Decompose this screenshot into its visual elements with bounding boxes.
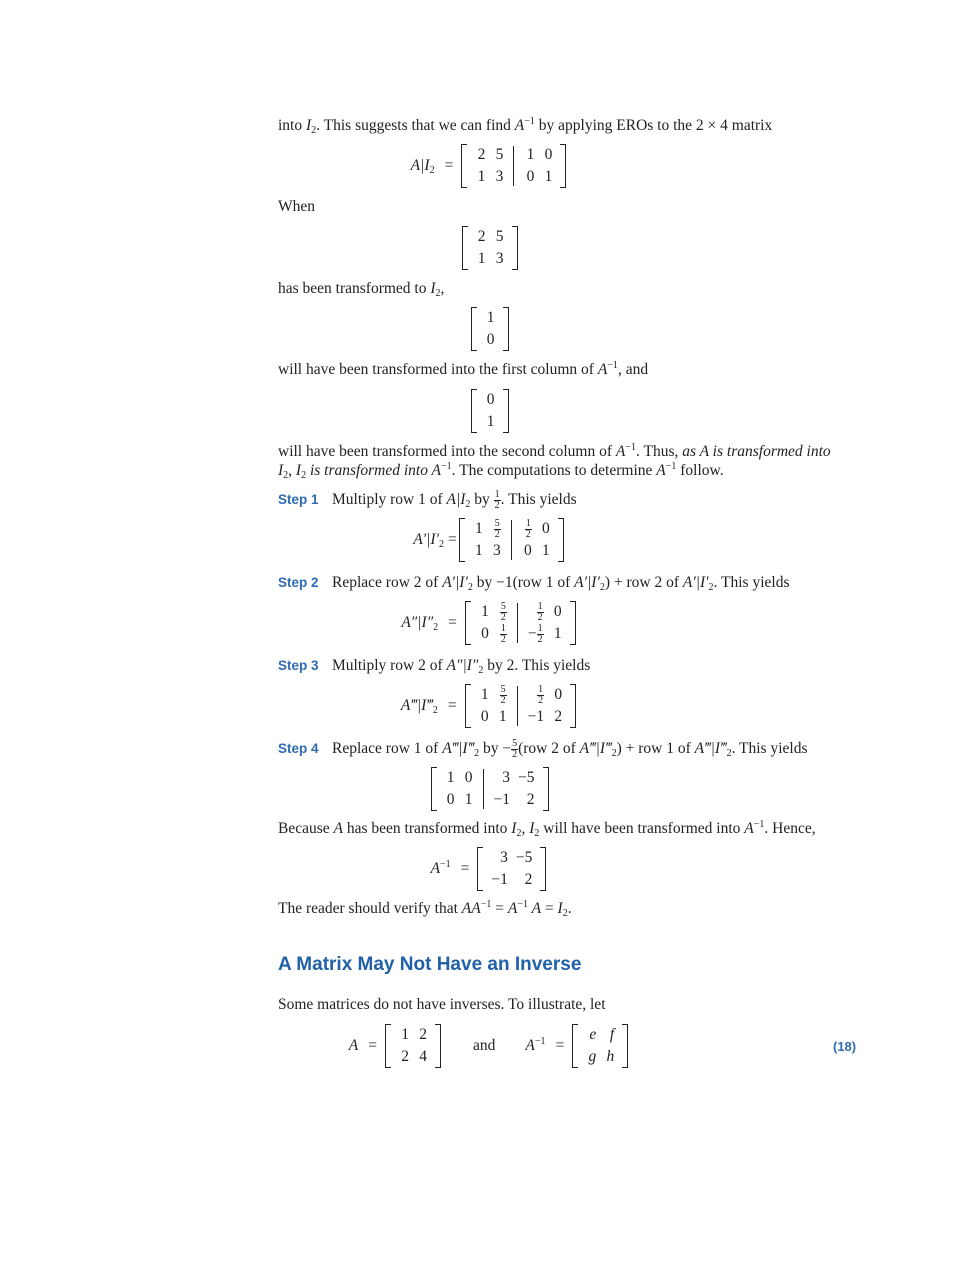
equation-step-1: $A'|I'_2$ = 1 1 $\frac{5}{2}$ 3 $\frac{1}{2}$ 0 0 1 — [0, 518, 979, 562]
matrix: 1 2 2 4 — [385, 1024, 441, 1068]
text-transformed: has been transformed to $I_2$, — [278, 280, 445, 299]
step-label: Step 4 — [278, 741, 319, 757]
equation-augmented-matrix: $A|I_2$ = 2 1 5 3 1 0 0 1 — [0, 144, 979, 188]
equation-step-3: $A‴|I‴_2$ = 1 0 $\frac{5}{2}$ 1 $\frac{1}{2}$ −1 0 2 — [0, 684, 979, 728]
equation-vector-10 — [0, 307, 979, 351]
matrix: 2 1 5 3 — [462, 226, 518, 270]
step-label: Step 2 — [278, 575, 319, 590]
step-label: Step 3 — [278, 658, 319, 673]
equation-vector-01 — [0, 389, 979, 433]
step-2: Step 2 Replace row 2 of $A'|I'_2$ by −1(row 1 of $A'|I'_2$) + row 2 of $A'|I'_2$. This yields — [278, 574, 790, 593]
equation-number: (18) — [833, 1039, 857, 1054]
matrix: 3 −1 −5 2 — [477, 847, 546, 891]
matrix: e g f h — [572, 1024, 628, 1068]
equation-step-4 — [0, 767, 979, 811]
text-verify: The reader should verify that $AA^{-1} = A^{-1}$ $A = I_2$. — [278, 899, 572, 919]
matrix: 1 0 — [471, 307, 509, 351]
matrix: 1 1 $\frac{5}{2}$ 3 $\frac{1}{2}$ 0 0 1 — [459, 518, 564, 562]
equation-18: A = 1 2 2 4 and $A^{-1}$ = e g f h — [0, 1024, 979, 1068]
equation-inverse: $A^{-1}$ = 3 −1 −5 2 — [0, 847, 979, 891]
text-some-matrices: Some matrices do not have inverses. To illustrate, let — [278, 996, 606, 1013]
text-second-column: will have been transformed into the second column of $A^{-1}$. Thus, as A is transformed into — [278, 442, 831, 460]
text-first-column: will have been transformed into the first column of $A^{-1}$, and — [278, 360, 649, 378]
matrix: 0 1 — [471, 389, 509, 433]
step-3: Step 3 Multiply row 2 of $A''|I''_2$ by 2. This yields — [278, 657, 591, 676]
paragraph-intro: into $I_2$. This suggests that we can find $A^{-1}$ by applying EROs to the 2 × 4 matrix — [278, 116, 773, 136]
matrix: 2 1 5 3 1 0 0 1 — [461, 144, 566, 188]
equation-step-2: $A''|I''_2$ = 1 0 $\frac{5}{2}$ $\frac{1}{2}$ $\frac{1}{2}$ − $\frac{1}{2}$ 0 1 — [0, 601, 979, 645]
text-because: Because A has been transformed into $I_2$, $I_2$ will have been transformed into $A^{-1}$. Hence, — [278, 819, 816, 839]
step-label: Step 1 — [278, 492, 319, 508]
equation-matrix-a — [0, 226, 979, 270]
matrix: 1 0 $\frac{5}{2}$ 1 $\frac{1}{2}$ −1 0 2 — [465, 684, 577, 728]
step-1: Step 1 Multiply row 1 of $A|I_2$ by $\frac{1}{2}$ . This yields — [278, 489, 577, 511]
section-heading: A Matrix May Not Have an Inverse — [278, 954, 582, 975]
text-when: When — [278, 198, 316, 215]
matrix: 1 0 $\frac{5}{2}$ $\frac{1}{2}$ $\frac{1}{2}$ − $\frac{1}{2}$ 0 1 — [465, 601, 576, 645]
matrix: 1 0 0 1 3 −1 −5 2 — [431, 767, 549, 811]
step-4: Step 4 Replace row 1 of $A‴|I‴_2$ by − $\frac{5}{2}$ (row 2 of $A‴|I‴_2$) + row 1 of $A‴|I‴_2$. This yields — [278, 738, 808, 760]
text-second-column-cont: $I_2$, $I_2$ is transformed into $A^{-1}$. The computations to determine $A^{-1}$ follow. — [278, 461, 724, 481]
